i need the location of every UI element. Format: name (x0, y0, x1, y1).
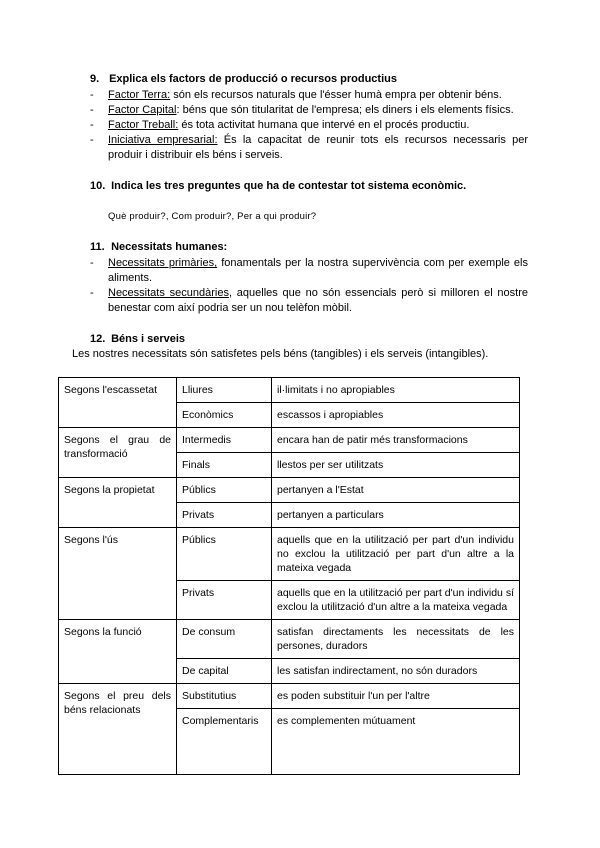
table-row (59, 528, 520, 581)
section-12-title: Béns i serveis (111, 333, 186, 345)
description-cell: llestos per ser utilitzats (272, 453, 520, 478)
description-cell: pertanyen a l'Estat (272, 478, 520, 503)
description-cell: aquells que en la utilització per part d'un individu sí exclou la utilització d'un altre a la mateixa vegada (272, 581, 520, 620)
criterion-cell: Segons el preu dels béns relacionats (59, 684, 177, 775)
section-11-heading (90, 241, 227, 253)
list-item-term: Factor Capital (108, 104, 177, 116)
list-item (90, 133, 528, 163)
table-row (59, 428, 520, 453)
section-9-number: 9. (90, 73, 100, 85)
description-cell: satisfan directaments les necessitats de les persones, duradors (272, 620, 520, 659)
section-11-list (90, 256, 528, 316)
description-cell: es poden substituir l'un per l'altre (272, 684, 520, 709)
description-cell: aquells que en la utilització per part d'un individu no exclou la utilització per part d'un altre a la mateixa vegada (272, 528, 520, 581)
list-item-text: són els recursos naturals que l'ésser humà empra per obtenir béns. (170, 89, 502, 101)
criterion-cell: Segons el grau de transformació (59, 428, 177, 478)
criterion-cell: Segons la propietat (59, 478, 177, 528)
type-cell: Substitutius (177, 684, 272, 709)
section-11-number: 11. (90, 241, 105, 253)
type-cell: Privats (177, 581, 272, 620)
criterion-cell: Segons l'escassetat (59, 378, 177, 428)
type-cell: Econòmics (177, 403, 272, 428)
criterion-cell: Segons la funció (59, 620, 177, 684)
list-item-text: És la capacitat de reunir tots els recursos necessaris per produir i distribuir els béns i serveis. (108, 134, 529, 161)
description-cell: pertanyen a particulars (272, 503, 520, 528)
goods-classification-table (58, 377, 520, 775)
list-item (90, 88, 528, 103)
list-item (90, 103, 528, 118)
table-row (59, 684, 520, 709)
type-cell: Privats (177, 503, 272, 528)
section-9-heading (90, 73, 397, 85)
list-item-term: Necessitats secundàries (108, 287, 229, 299)
section-10-number: 10. (90, 180, 106, 192)
type-cell: Públics (177, 478, 272, 503)
type-cell: Intermedis (177, 428, 272, 453)
table-row (59, 620, 520, 659)
list-item (90, 256, 528, 286)
list-item-term: Necessitats primàries, (108, 257, 218, 269)
type-cell: Públics (177, 528, 272, 581)
section-10-answer: Què produir?, Com produir?, Per a qui produir? (108, 211, 317, 222)
section-12-number: 12. (90, 333, 106, 345)
list-item-text: : béns que són titularitat de l'empresa; els diners i els elements físics. (176, 104, 514, 116)
table-row (59, 378, 520, 403)
section-10-title: Indica les tres preguntes que ha de contestar tot sistema econòmic. (111, 180, 467, 192)
description-cell: encara han de patir més transformacions (272, 428, 520, 453)
list-item (90, 286, 528, 316)
description-cell: les satisfan indirectament, no són duradors (272, 659, 520, 684)
list-item-text: és tota activitat humana que intervé en el procés productiu. (178, 119, 470, 131)
type-cell: Lliures (177, 378, 272, 403)
list-item-text: fonamentals per la nostra supervivència com per exemple els aliments. (108, 257, 528, 284)
list-item-term: Iniciativa empresarial: (108, 134, 218, 146)
criterion-cell: Segons l'ús (59, 528, 177, 620)
section-9-title: Explica els factors de producció o recursos productius (109, 73, 397, 85)
list-item (90, 118, 528, 133)
list-item-term: Factor Terra: (108, 89, 171, 101)
description-cell: escassos i apropiables (272, 403, 520, 428)
table-row (59, 478, 520, 503)
type-cell: De capital (177, 659, 272, 684)
description-cell: es complementen mútuament (272, 709, 520, 775)
section-11-title: Necessitats humanes: (111, 241, 228, 253)
list-item-term: Factor Treball: (108, 119, 179, 131)
description-cell: il·limitats i no apropiables (272, 378, 520, 403)
section-9-list (90, 88, 528, 163)
type-cell: De consum (177, 620, 272, 659)
type-cell: Complementaris (177, 709, 272, 775)
section-12-heading (90, 333, 185, 345)
section-12-intro: Les nostres necessitats són satisfetes pels béns (tangibles) i els serveis (intangibles). (72, 348, 489, 360)
type-cell: Finals (177, 453, 272, 478)
list-item-text: , aquelles que no són essencials però si milloren el nostre benestar com així podria ser un nou telèfon mòbil. (108, 287, 528, 314)
section-10-heading (90, 180, 466, 192)
